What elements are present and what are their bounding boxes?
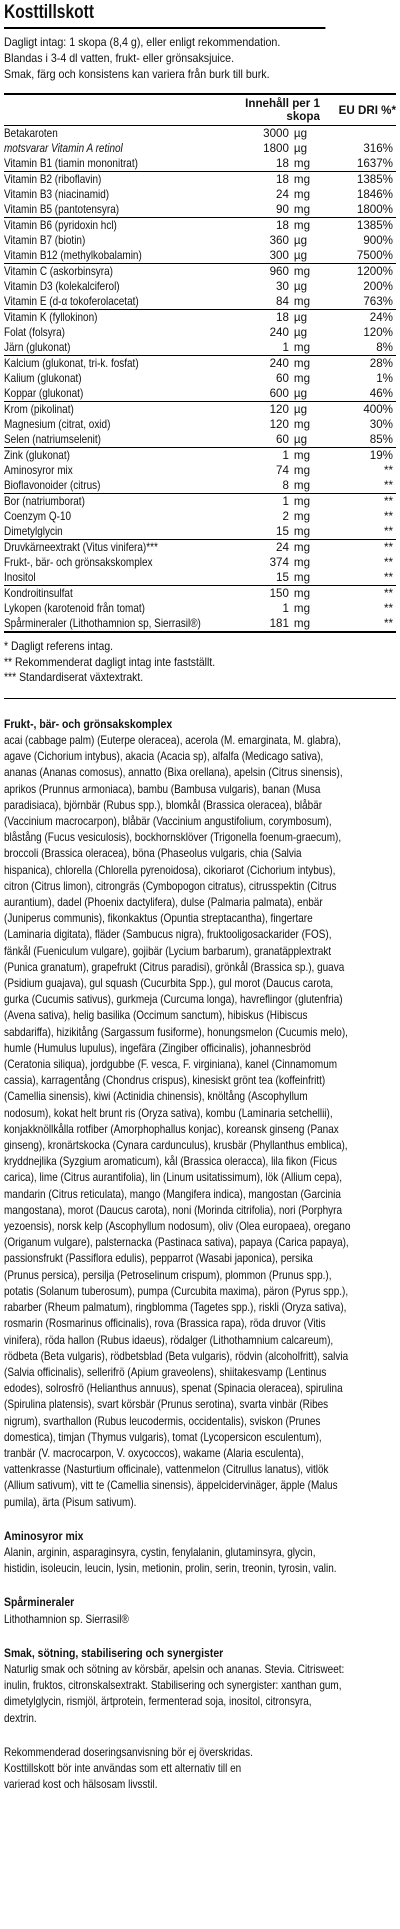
nutrient-cell (4, 540, 233, 556)
dri-cell: 1637% (356, 157, 393, 170)
footnotes (4, 639, 396, 686)
dri-cell: ** (383, 556, 393, 569)
unit-cell: mg (293, 464, 311, 477)
nutrient-cell (4, 616, 233, 632)
dri-cell: ** (338, 586, 396, 602)
nutrient-name: Bor (natriumborat) (4, 495, 85, 508)
dri-cell: ** (338, 616, 396, 632)
dri-cell (338, 126, 396, 142)
amount-cell: 18 (233, 310, 294, 326)
amount-cell: 8 (282, 479, 289, 492)
table-row (4, 294, 396, 310)
amount-cell: 18 (233, 218, 294, 234)
amount-cell: 1 (233, 494, 294, 510)
nutrient-name: Vitamin B3 (niacinamid) (4, 188, 110, 201)
nutrient-name: Kondroitinsulfat (4, 587, 73, 600)
intro-line: Dagligt intag: 1 skopa (8,4 g), eller enligt rekommendation. (4, 36, 281, 49)
dri-cell: 316% (363, 142, 393, 155)
section-line: domestica), timjan (Thymus vulgaris), tomat (Lycopersicon esculentum), (4, 1430, 322, 1444)
nutrient-cell (4, 279, 233, 294)
dri-cell: 1385% (338, 172, 396, 188)
nutrient-cell (4, 494, 233, 510)
section-line: humle (Humulus lupulus), ingefära (Zingiber officinalis), johannesbröd (4, 1041, 311, 1055)
footnote: *** Standardiserat växtextrakt. (4, 671, 144, 685)
section-line: sabdariffa), hizikitång (Sargassum fusiforme), honungsmelon (Cucumis melo), (4, 1025, 348, 1039)
section-line: nigrum), svarthallon (Rubus leucodermis, occidentalis), sviskon (Prunes (4, 1414, 321, 1428)
amount-cell: 18 (276, 157, 289, 170)
nutrient-name: Aminosyror mix (4, 464, 73, 477)
unit-cell: µg (293, 142, 308, 155)
unit-cell: mg (293, 571, 311, 584)
amount-cell: 60 (276, 433, 289, 446)
unit-cell: mg (294, 448, 338, 464)
table-body (4, 126, 396, 633)
dri-cell: 1800% (356, 203, 393, 216)
dri-cell: 1385% (338, 218, 396, 234)
dri-cell: ** (383, 479, 393, 492)
nutrient-name: Druvkärneextrakt (Vitus vinifera)*** (4, 541, 158, 554)
amount-cell: 24 (276, 188, 289, 201)
unit-cell: mg (293, 203, 311, 216)
section-line: (Laminaria digitata), fläder (Sambucus nigra), fruktooligosackarider (FOS), (4, 928, 332, 942)
nutrient-cell (4, 478, 233, 494)
nutrient-name: Krom (pikolinat) (4, 403, 74, 416)
section-heading: Frukt-, bär- och grönsakskomplex (4, 717, 173, 731)
amount-cell: 240 (269, 326, 289, 339)
dri-cell: 1% (376, 372, 393, 385)
nutrient-name: Vitamin B7 (biotin) (4, 234, 86, 247)
nutrient-name: Vitamin B1 (tiamin mononitrat) (4, 157, 138, 170)
table-row (4, 202, 396, 218)
nutrient-name: Spårmineraler (Lithothamnion sp, Sierrasil®) (4, 617, 201, 630)
intro-line: Smak, färg och konsistens kan variera från burk till burk. (4, 68, 270, 81)
section-line: mangostana), morot (Daucus carota), noni (Morinda citrifolia), nori (Porphyra (4, 1203, 343, 1217)
section-line: Lithothamnion sp. Sierrasil® (4, 1612, 129, 1626)
nutrient-cell (4, 448, 233, 464)
section-line: blåstång (Fucus vesiculosis), bockhornsklöver (Trigonella foenum-graecum), (4, 831, 342, 845)
unit-cell: mg (293, 556, 311, 569)
amount-cell: 2 (282, 510, 289, 523)
table-row (4, 570, 396, 586)
unit-cell: mg (294, 264, 338, 280)
section-line: broccoli (Brassica oleracea), böna (Phaseolus vulgaris, chia (Salvia (4, 847, 302, 861)
dri-cell: 120% (363, 326, 393, 339)
section-line: inulin, fruktos, citronskalsextrakt. Stabilisering och synergister: xanthan gum, (4, 1679, 342, 1693)
amount-cell: 30 (276, 280, 289, 293)
nutrient-name: Vitamin B5 (pantotensyra) (4, 203, 120, 216)
section-line: mandarin (Citrus reticulata), mango (Mangifera indica), mangostan (Garcinia (4, 1187, 341, 1201)
amount-cell: 300 (269, 249, 289, 262)
nutrient-cell (4, 187, 233, 202)
table-row (4, 448, 396, 464)
nutrient-name: Frukt-, bär- och grönsakskomplex (4, 556, 153, 569)
nutrient-cell (4, 325, 233, 340)
footnote: * Dagligt referens intag. (4, 640, 114, 653)
nutrient-name: Zink (glukonat) (4, 449, 70, 462)
nutrient-cell (4, 570, 233, 586)
amount-cell: 90 (276, 203, 289, 216)
section-line: (Prunus persica), persilja (Petroselinum crispum), plommon (Prunus spp.), (4, 1268, 332, 1282)
dri-cell: ** (383, 464, 393, 477)
section-line: (Origanum vulgare), palsternacka (Pastinaca sativa), papaya (Carica papaya), (4, 1236, 349, 1250)
ingredient-section (4, 717, 396, 1511)
intro-line: Blandas i 3-4 dl vatten, frukt- eller grönsaksjuice. (4, 52, 235, 65)
closing-line: varierad kost och hälsosam livsstil. (4, 1778, 158, 1792)
dri-cell: 8% (376, 341, 393, 354)
nutrient-cell (4, 371, 233, 386)
section-line: histidin, isoleucin, leucin, lysin, metionin, prolin, serin, treonin, tyrosin, valin. (4, 1562, 337, 1576)
amount-cell: 120 (269, 418, 289, 431)
section-heading: Spårmineraler (4, 1596, 75, 1610)
unit-cell: mg (293, 341, 311, 354)
dri-cell: 28% (338, 356, 396, 372)
nutrient-name: Vitamin E (d-α tokoferolacetat) (4, 295, 139, 308)
dri-cell: 46% (369, 387, 393, 400)
table-row (4, 248, 396, 264)
table-row (4, 524, 396, 540)
table-row (4, 402, 396, 418)
ingredient-section (4, 1646, 396, 1727)
nutrient-name: Folat (folsyra) (4, 326, 65, 339)
dri-cell: 1200% (338, 264, 396, 280)
table-row (4, 386, 396, 402)
amount-cell: 15 (276, 571, 289, 584)
section-line: (Avena sativa), helig basilika (Occimum sanctum), hibiskus (Hibiscus (4, 1009, 308, 1023)
nutrient-cell (4, 248, 233, 264)
section-line: tranbär (V. macrocarpon, V. oxycoccos), wakame (Alaria esculenta), (4, 1446, 304, 1460)
section-line: pumila), ärta (Pisum sativum). (4, 1495, 137, 1509)
nutrient-name: Vitamin C (askorbinsyra) (4, 265, 113, 278)
table-row (4, 478, 396, 494)
dri-cell: 30% (369, 418, 393, 431)
section-line: dimetylglycin, rismjöl, ärtprotein, fermenterad soja, inositol, citronsyra, (4, 1695, 312, 1709)
nutrient-name: Kalium (glukonat) (4, 372, 82, 385)
table-row (4, 172, 396, 188)
section-line: aurantium), dadel (Phoenix dactylifera), dulse (Palmaria palmata), enbär (4, 896, 323, 910)
nutrient-cell (4, 509, 233, 524)
nutrient-name: Kalcium (glukonat, tri-k. fosfat) (4, 357, 139, 370)
nutrient-cell (4, 294, 233, 310)
section-line: rabarber (Rheum palmatum), ringblomma (Tagetes spp.), riskli (Oryza sativa), (4, 1301, 347, 1315)
nutrient-name: Selen (natriumselenit) (4, 433, 101, 446)
nutrient-cell (4, 172, 233, 188)
amount-cell: 74 (276, 464, 289, 477)
amount-cell: 960 (233, 264, 294, 280)
table-row (4, 233, 396, 248)
nutrient-name: Bioflavonoider (citrus) (4, 479, 101, 492)
supplement-label (0, 2, 400, 1793)
nutrient-name: Vitamin B12 (methylkobalamin) (4, 249, 142, 262)
closing-text (4, 1745, 396, 1794)
closing-line: Rekommenderad doseringsanvisning bör ej överskridas. (4, 1745, 253, 1759)
dri-cell: 24% (338, 310, 396, 326)
section-heading: Smak, sötning, stabilisering och synergister (4, 1646, 224, 1660)
amount-cell: 240 (233, 356, 294, 372)
table-row (4, 141, 396, 156)
section-line: (Ceratonia siliqua), jordgubbe (F. vesca, F. virginiana), kanel (Cinnamomum (4, 1058, 338, 1072)
table-row (4, 586, 396, 602)
table-row (4, 616, 396, 632)
table-row (4, 601, 396, 616)
amount-cell: 18 (233, 172, 294, 188)
section-line: (Punica granatum), grapefrukt (Citrus paradisi), grönkål (Brassica sp.), guava (4, 960, 345, 974)
nutrition-table (4, 93, 396, 633)
section-line: nodosum), kokat helt brunt ris (Oryza sativa), kombu (Laminaria setchellii), (4, 1106, 333, 1120)
table-row (4, 555, 396, 570)
section-line: vattenkrasse (Nasturtium officinale), vattenmelon (Citrullus lanatus), vitlök (4, 1463, 329, 1477)
table-row (4, 325, 396, 340)
nutrient-cell (4, 310, 233, 326)
intro-text (4, 35, 396, 83)
dri-cell: 200% (363, 280, 393, 293)
amount-cell: 60 (276, 372, 289, 385)
nutrient-name: Vitamin D3 (kolekalciferol) (4, 280, 120, 293)
table-row (4, 218, 396, 234)
dri-cell: ** (383, 602, 393, 615)
dri-cell: 763% (363, 295, 393, 308)
unit-cell: mg (293, 372, 311, 385)
table-header-dri: EU DRI %* (338, 94, 396, 126)
nutrient-name: Dimetylglycin (4, 525, 63, 538)
table-row (4, 264, 396, 280)
nutrient-cell (4, 432, 233, 448)
dri-cell: ** (338, 494, 396, 510)
amount-cell: 181 (233, 616, 294, 632)
nutrient-cell (4, 463, 233, 478)
unit-cell: mg (294, 586, 338, 602)
section-line: fänkål (Fueniculum vulgare), gojibär (Lycium barbarum), granatäpplextrakt (4, 944, 332, 958)
dri-cell: ** (338, 540, 396, 556)
dri-cell: 19% (338, 448, 396, 464)
table-header-name (4, 94, 233, 126)
section-line: vinifera), röda hallon (Rubus idaeus), rödalger (Lithothamnium calcareum), (4, 1333, 334, 1347)
table-header-amount: Innehåll per 1 skopa (233, 94, 338, 126)
table-header-row (4, 94, 396, 126)
section-line: passionsfrukt (Passiflora edulis), pepparrot (Wasabi japonica), persika (4, 1252, 313, 1266)
nutrient-name: Betakaroten (4, 127, 58, 140)
amount-cell: 1 (233, 448, 294, 464)
table-row (4, 187, 396, 202)
dri-cell: ** (383, 571, 393, 584)
unit-cell: µg (294, 402, 338, 418)
section-line: (Psidium guajava), gul squash (Cucurbita Spp.), gul morot (Daucus carota, (4, 977, 334, 991)
section-line: aprikos (Prunnus armoniaca), bambu (Bambusa vulgaris), banan (Musa (4, 782, 321, 796)
nutrient-name: Magnesium (citrat, oxid) (4, 418, 111, 431)
section-line: hispanica), chlorella (Chlorella pyrenoidosa), cikoriarot (Cichorium intybus), (4, 863, 336, 877)
section-line: cassia), karragentång (Chondrus crispus), kinesiskt grönt tea (koffeinfritt) (4, 1074, 326, 1088)
section-line: gurka (Cucumis sativus), gurkmeja (Curcuma longa), havreflingor (glutenfria) (4, 993, 343, 1007)
nutrient-name: Vitamin B2 (riboflavin) (4, 173, 102, 186)
divider (4, 698, 396, 699)
closing-line: Kosttillskott bör inte användas som ett alternativ till en (4, 1761, 242, 1775)
unit-cell: µg (293, 280, 308, 293)
section-line: potatis (Solanum tuberosum), pumpa (Curcubita maxima), päron (Pyrus spp.), (4, 1284, 349, 1298)
nutrient-cell (4, 233, 233, 248)
section-line: (Spirulina platensis), svart körsbär (Prunus serotina), svarta vinbär (Ribes (4, 1398, 329, 1412)
nutrient-cell (4, 555, 233, 570)
amount-cell: 3000 (233, 126, 294, 142)
nutrient-name: motsvarar Vitamin A retinol (4, 142, 123, 155)
nutrient-cell (4, 264, 233, 280)
section-line: Alanin, arginin, asparaginsyra, cystin, fenylalanin, glutaminsyra, glycin, (4, 1545, 316, 1559)
table-row (4, 509, 396, 524)
unit-cell: µg (293, 249, 308, 262)
unit-cell: mg (293, 418, 311, 431)
section-line: ananas (Ananas comosus), annatto (Bixa orellana), apelsin (Citrus sinensis), (4, 766, 343, 780)
table-row (4, 463, 396, 478)
amount-cell: 374 (269, 556, 289, 569)
unit-cell: mg (294, 172, 338, 188)
page-title: Kosttillskott (4, 2, 325, 29)
amount-cell: 15 (276, 525, 289, 538)
nutrient-cell (4, 156, 233, 172)
section-line: dextrin. (4, 1711, 37, 1725)
unit-cell: µg (293, 433, 308, 446)
amount-cell: 1 (282, 602, 289, 615)
table-row (4, 432, 396, 448)
table-row (4, 494, 396, 510)
section-heading: Aminosyror mix (4, 1529, 84, 1543)
nutrient-cell (4, 218, 233, 234)
section-line: acai (cabbage palm) (Euterpe oleracea), acerola (M. emarginata, M. glabra), (4, 733, 341, 747)
unit-cell: µg (293, 234, 308, 247)
nutrient-name: Järn (glukonat) (4, 341, 71, 354)
section-line: kryddnejlika (Syzgium aromaticum), kål (Brassica oleracca), lila fikon (Ficus (4, 1155, 338, 1169)
section-line: paradisiaca), björnbär (Rubus spp.), blomkål (Brassica oleracea), blåbär (4, 798, 323, 812)
amount-cell: 1800 (263, 142, 289, 155)
table-row (4, 540, 396, 556)
dri-cell: 85% (369, 433, 393, 446)
unit-cell: mg (294, 616, 338, 632)
section-line: citron (Citrus limon), citrongräs (Cymbopogon citratus), citrusspektin (Citrus (4, 879, 337, 893)
ingredient-section (4, 1595, 396, 1627)
ingredient-section (4, 1529, 396, 1578)
nutrient-cell (4, 202, 233, 218)
section-line: edodes), solrosfrö (Helianthus annuus), spenat (Spinacia oleracea), spirulina (4, 1382, 343, 1396)
section-line: (Juniperus communis), fikonkaktus (Opuntia streptacantha), fingertare (4, 912, 313, 926)
nutrient-cell (4, 417, 233, 432)
dri-cell: 1846% (356, 188, 393, 201)
nutrient-name: Koppar (glukonat) (4, 387, 84, 400)
dri-cell: ** (383, 510, 393, 523)
table-row (4, 156, 396, 172)
amount-cell: 84 (276, 295, 289, 308)
amount-cell: 360 (269, 234, 289, 247)
amount-cell: 120 (233, 402, 294, 418)
table-row (4, 417, 396, 432)
section-line: (Camellia sinensis), kiwi (Actinidia chinensis), knöltång (Ascophyllum (4, 1090, 308, 1104)
ingredient-sections (4, 717, 396, 1727)
unit-cell: mg (294, 540, 338, 556)
table-row (4, 371, 396, 386)
section-line: rödbeta (Beta vulgaris), rödbetsblad (Beta vulgaris), rödvin (alcoholfritt), salvia (4, 1349, 349, 1363)
unit-cell: mg (293, 188, 311, 201)
table-row (4, 356, 396, 372)
table-row (4, 340, 396, 356)
section-line: ginseng), kronärtskocka (Cynara cardunculus), krusbär (Phyllanthus emblica), (4, 1139, 348, 1153)
nutrient-cell (4, 586, 233, 602)
unit-cell: µg (293, 387, 308, 400)
section-line: (Vaccinium macrocarpon), blåbär (Vaccinium angustifolium, corymbosum), (4, 815, 332, 828)
nutrient-name: Inositol (4, 571, 36, 584)
nutrient-cell (4, 402, 233, 418)
nutrient-cell (4, 524, 233, 540)
nutrient-name: Vitamin K (fyllokinon) (4, 311, 98, 324)
unit-cell: µg (293, 326, 308, 339)
amount-cell: 24 (233, 540, 294, 556)
dri-cell: 900% (363, 234, 393, 247)
dri-cell: ** (383, 525, 393, 538)
section-line: konjakknöllkålla rotfiber (Amorphophallus konjac), koreansk ginseng (Panax (4, 1122, 339, 1136)
unit-cell: mg (293, 525, 311, 538)
amount-cell: 600 (269, 387, 289, 400)
section-line: rosmarin (Rosmarinus officinalis), rova (Brassica rapa), röda druvor (Vitis (4, 1317, 326, 1331)
nutrient-cell (4, 356, 233, 372)
section-line: (Salvia officinalis), sellerifrö (Apium graveolens), shiitakesvamp (Lentinus (4, 1365, 327, 1379)
amount-cell: 150 (233, 586, 294, 602)
dri-cell: 7500% (356, 249, 393, 262)
nutrient-cell (4, 386, 233, 402)
unit-cell: mg (294, 494, 338, 510)
nutrient-name: Coenzym Q-10 (4, 510, 72, 523)
table-row (4, 279, 396, 294)
nutrient-cell (4, 126, 233, 142)
unit-cell: mg (293, 479, 311, 492)
section-line: yezoensis), norsk kelp (Ascophyllum nodosum), oliv (Olea europaea), oregano (4, 1220, 351, 1234)
nutrient-cell (4, 141, 233, 156)
unit-cell: mg (294, 356, 338, 372)
table-row (4, 310, 396, 326)
amount-cell: 1 (282, 341, 289, 354)
section-line: carica), lime (Citrus aurantifolia), lin (Linum usitatissimum), lök (Allium cepa), (4, 1171, 342, 1185)
unit-cell: mg (293, 510, 311, 523)
nutrient-cell (4, 340, 233, 356)
unit-cell: mg (293, 157, 311, 170)
unit-cell: mg (293, 295, 311, 308)
unit-cell: µg (294, 126, 338, 142)
nutrient-name: Lykopen (karotenoid från tomat) (4, 602, 145, 615)
unit-cell: mg (293, 602, 311, 615)
unit-cell: mg (294, 218, 338, 234)
dri-cell: 400% (338, 402, 396, 418)
section-line: agave (Cichorium intybus), akacia (Acacia sp), alfalfa (Medicago sativa), (4, 750, 324, 764)
section-line: (Allium sativum), vitt te (Camellia sinensis), äppelcidervinäger, äpple (Malus (4, 1479, 338, 1493)
footnote: ** Rekommenderat dagligt intag inte fastställt. (4, 655, 216, 669)
nutrient-name: Vitamin B6 (pyridoxin hcl) (4, 219, 117, 232)
table-row (4, 126, 396, 142)
section-line: Naturlig smak och sötning av körsbär, apelsin och ananas. Stevia. Citrisweet: (4, 1662, 345, 1676)
unit-cell: µg (294, 310, 338, 326)
nutrient-cell (4, 601, 233, 616)
